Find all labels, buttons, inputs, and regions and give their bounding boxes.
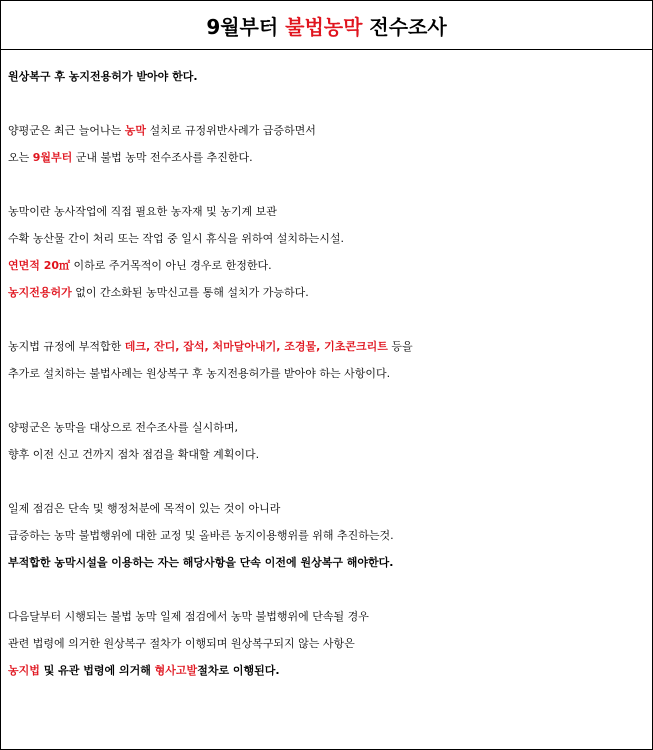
highlight-span: 농지전용허가: [8, 286, 72, 299]
text-span: 양평군은 최근 늘어나는: [8, 124, 125, 137]
paragraph-4-line-1: [8, 333, 648, 360]
paragraph-3-line-2: 수확 농산물 간이 처리 또는 작업 중 일시 휴식을 위하여 설치하는시설.: [8, 232, 344, 245]
text-span: 농지법 규정에 부적합한: [8, 340, 125, 353]
paragraph-gap: [8, 306, 648, 333]
text-span: 군내 불법 농막 전수조사를 추진한다.: [72, 151, 253, 164]
paragraph-7-line-2: 관련 법령에 의거한 원상복구 절차가 이행되며 원상복구되지 않는 사항은: [8, 637, 355, 650]
highlight-span: 형사고발: [154, 664, 198, 677]
title-highlight: 불법농막: [285, 14, 363, 39]
text-span: 등을: [387, 340, 413, 353]
paragraph-gap: [8, 468, 648, 495]
highlight-span: 9월부터: [32, 151, 73, 164]
paragraph-3-line-1: 농막이란 농사작업에 직접 필요한 농자재 및 농기계 보관: [8, 205, 277, 218]
text-span: 설치로 규정위반사례가 급증하면서: [146, 124, 316, 137]
paragraph-gap: [8, 171, 648, 198]
paragraph-gap: [8, 387, 648, 414]
subtitle-line: 원상복구 후 농지전용허가 받아야 한다.: [8, 70, 198, 83]
title-text-1: 9월부터: [206, 14, 286, 39]
paragraph-gap: [8, 576, 648, 603]
highlight-span: 데크, 잔디, 잡석, 처마달아내기, 조경물, 기초콘크리트: [124, 340, 388, 353]
paragraph-4-line-2: 추가로 설치하는 불법사례는 원상복구 후 농지전용허가를 받아야 하는 사항이다.: [8, 367, 391, 380]
paragraph-gap: [8, 90, 648, 117]
title-text-2: 전수조사: [362, 14, 447, 39]
highlight-span: 연면적 20㎡: [8, 259, 71, 272]
paragraph-3-line-4: [8, 279, 648, 306]
paragraph-7-line-3: [8, 657, 648, 684]
paragraph-6-line-1: 일제 점검은 단속 및 행정처분에 목적이 있는 것이 아니라: [8, 502, 281, 515]
highlight-span: 농지법: [8, 664, 40, 677]
text-span: 없이 간소화된 농막신고를 통해 설치가 가능하다.: [71, 286, 309, 299]
text-span: 오는: [8, 151, 33, 164]
paragraph-2-line-2: [8, 144, 648, 171]
paragraph-2-line-1: [8, 117, 648, 144]
text-span: 절차로 이행된다.: [197, 664, 280, 677]
paragraph-6-line-2: 급증하는 농막 불법행위에 대한 교정 및 올바른 농지이용행위를 위해 추진하는것.: [8, 529, 394, 542]
text-span: 및 유관 법령에 의거해: [39, 664, 155, 677]
highlight-span: 농막: [124, 124, 147, 137]
document-body: [8, 63, 648, 684]
paragraph-5-line-1: 양평군은 농막을 대상으로 전수조사를 실시하며,: [8, 421, 239, 434]
page-title: [1, 1, 652, 50]
text-span: 이하로 주거목적이 아닌 경우로 한정한다.: [70, 259, 272, 272]
paragraph-6-line-3: 부적합한 농막시설을 이용하는 자는 해당사항을 단속 이전에 원상복구 해야한다.: [8, 556, 394, 569]
paragraph-3-line-3: [8, 252, 648, 279]
paragraph-5-line-2: 향후 이전 신고 건까지 점차 점검을 확대할 계획이다.: [8, 448, 260, 461]
paragraph-7-line-1: 다음달부터 시행되는 불법 농막 일제 점검에서 농막 불법행위에 단속될 경우: [8, 610, 369, 623]
